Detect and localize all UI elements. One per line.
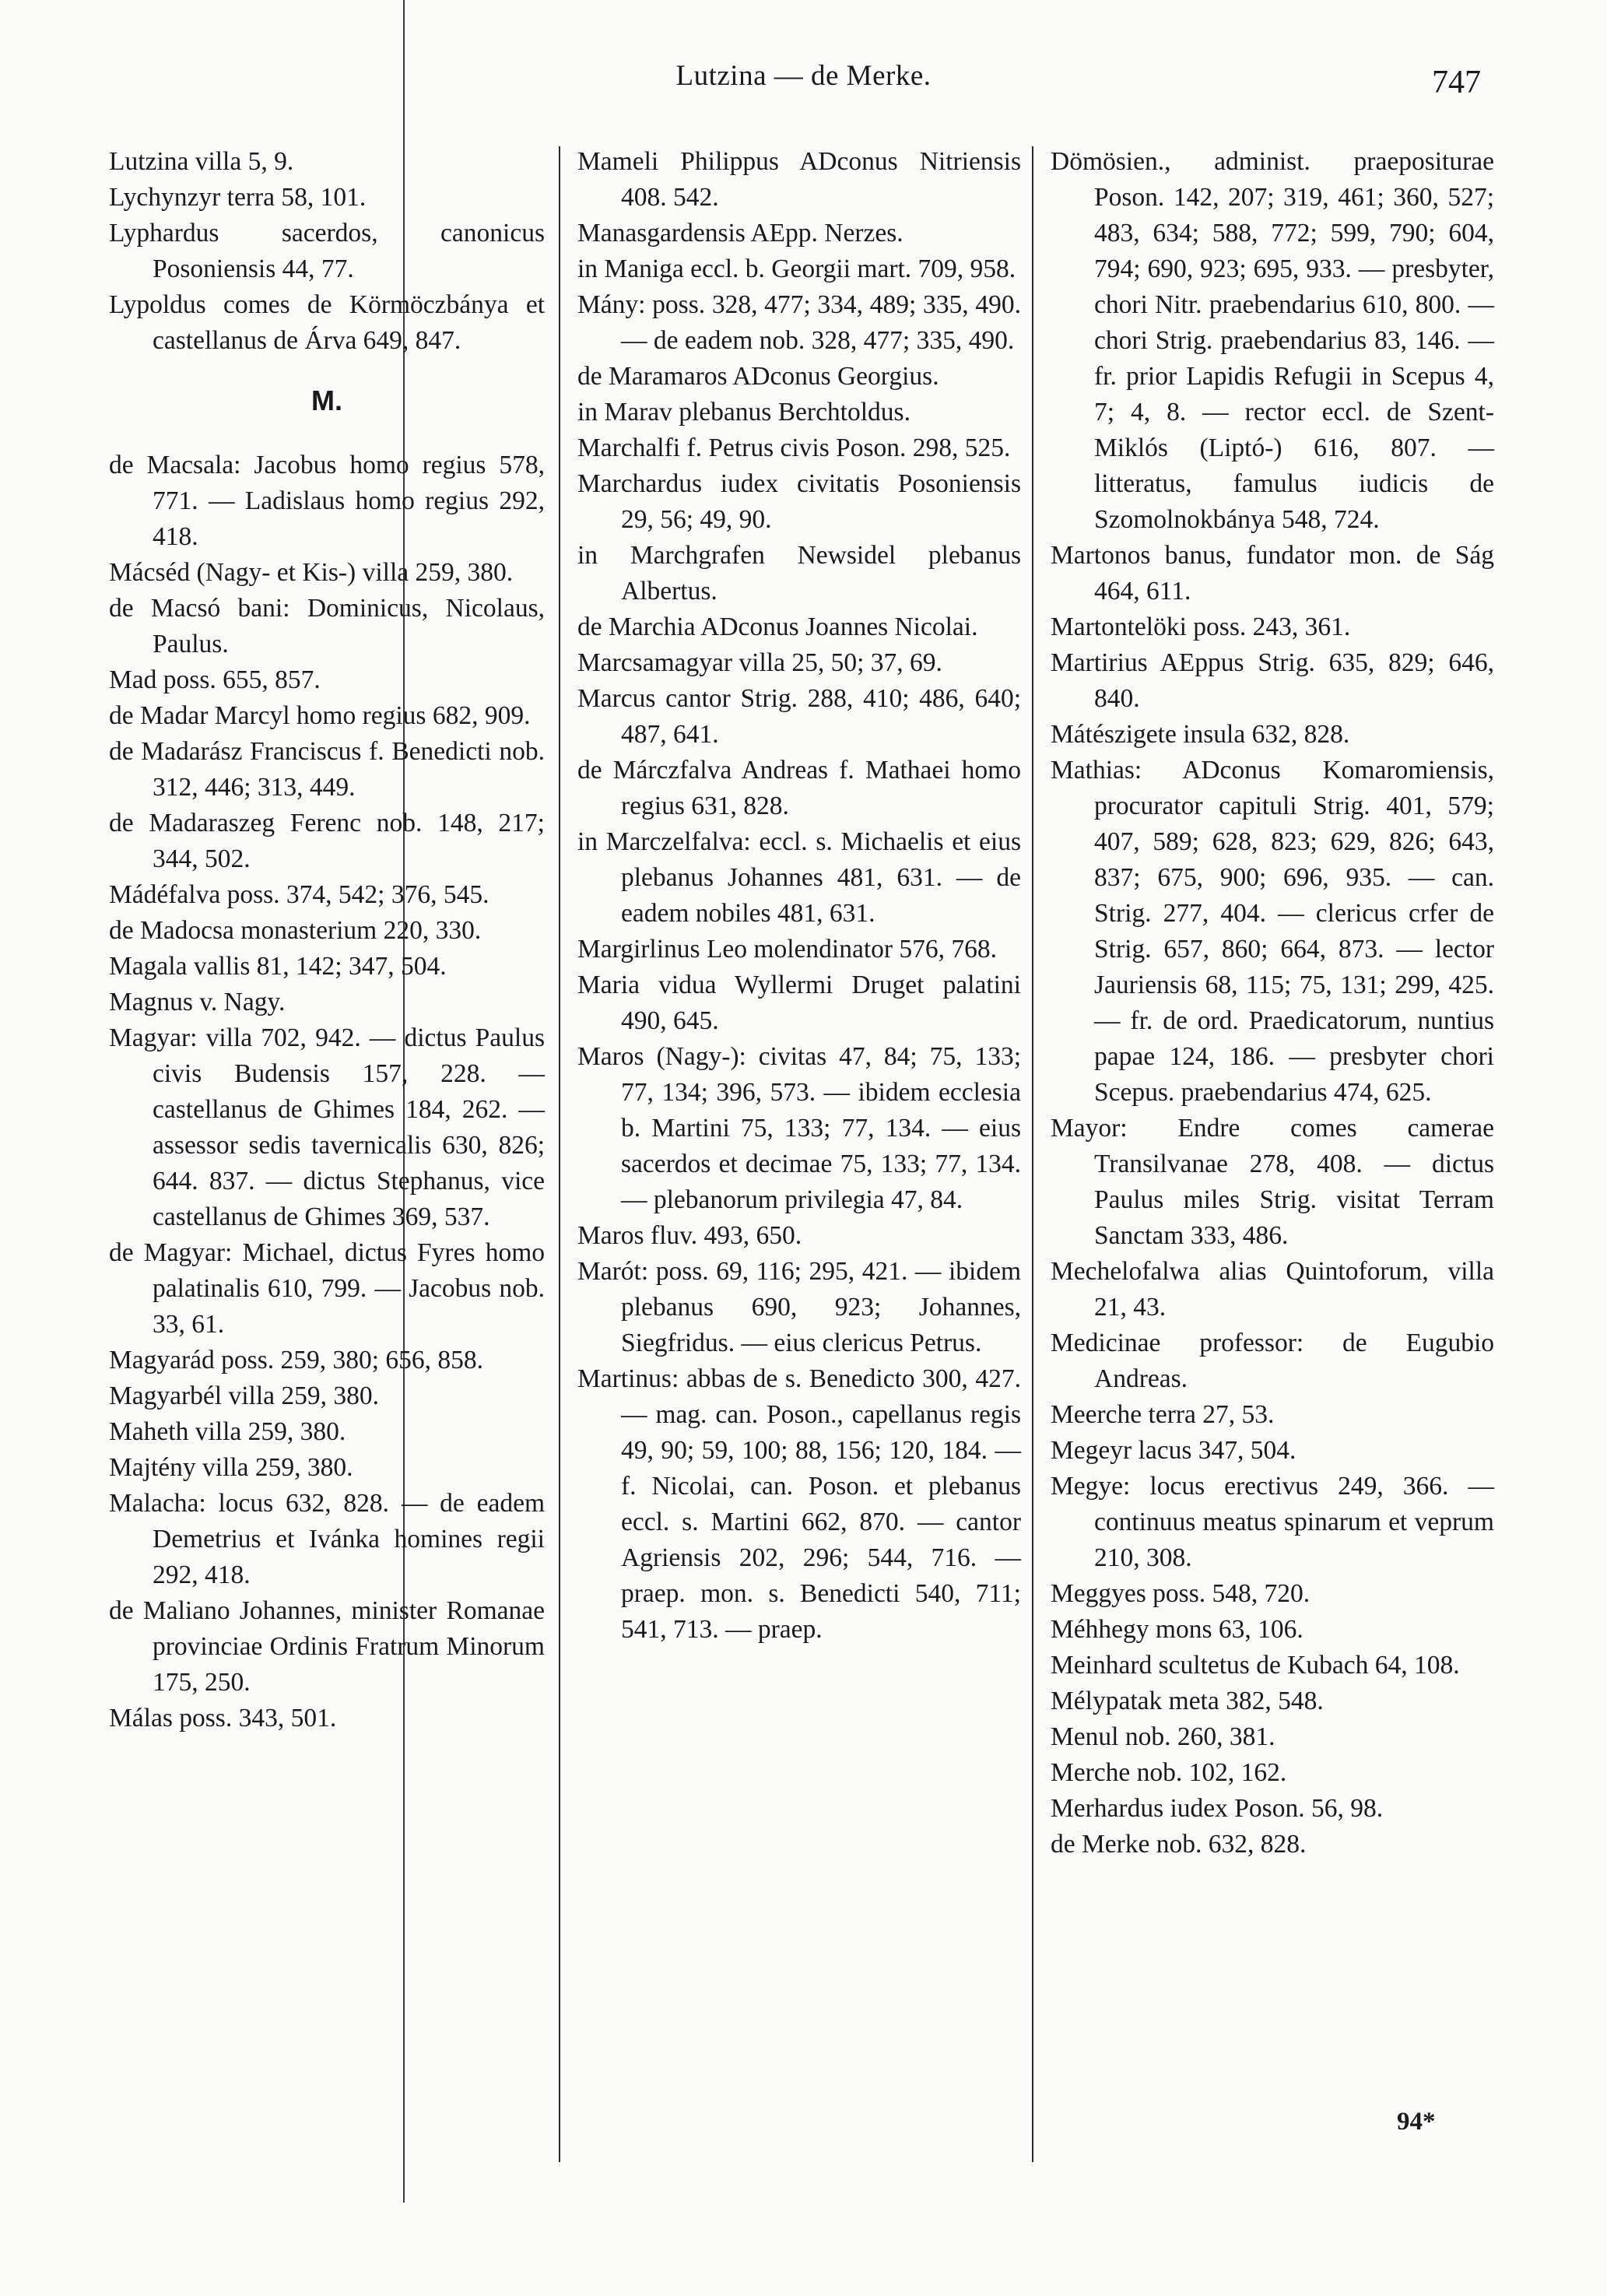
index-entry: Magyarbél villa 259, 380. bbox=[109, 1381, 380, 1410]
index-entry: Málas poss. 343, 501. bbox=[109, 1704, 337, 1733]
index-entry: Martonos banus, fundator mon. de Ság 464, 611. bbox=[1051, 541, 1494, 606]
index-entry: de Macsala: Jacobus homo regius 578, 771. — Ladislaus homo regius 292, 418. bbox=[109, 451, 545, 551]
index-entry: Maheth villa 259, 380. bbox=[109, 1417, 346, 1446]
index-entry: de Madar Marcyl homo regius 682, 909. bbox=[109, 701, 531, 730]
index-entry: de Madarász Franciscus f. Benedicti nob. 312, 446; 313, 449. bbox=[109, 737, 545, 802]
index-entry: Mayor: Endre comes camerae Transilvanae 278, 408. — dictus Paulus miles Strig. visitat Terram Sanctam 333, 486. bbox=[1051, 1114, 1494, 1250]
column-divider bbox=[559, 146, 560, 2162]
index-entry: Marót: poss. 69, 116; 295, 421. — ibidem plebanus 690, 923; Johannes, Siegfridus. — eius clericus Petrus. bbox=[577, 1257, 1021, 1357]
index-entry: Meggyes poss. 548, 720. bbox=[1051, 1579, 1311, 1608]
column-divider bbox=[1032, 146, 1033, 2162]
index-entry: Meinhard scultetus de Kubach 64, 108. bbox=[1051, 1651, 1460, 1680]
page-number: 747 bbox=[1432, 65, 1481, 100]
index-column-2 bbox=[577, 144, 1021, 1648]
index-entry: Marchardus iudex civitatis Posoniensis 29, 56; 49, 90. bbox=[577, 469, 1021, 534]
index-entry: Mameli Philippus ADconus Nitriensis 408. 542. bbox=[577, 147, 1021, 212]
index-entry: de Maliano Johannes, minister Romanae provinciae Ordinis Fratrum Minorum 175, 250. bbox=[109, 1596, 545, 1697]
index-entry: Dömösien., administ. praepositurae Poson. 142, 207; 319, 461; 360, 527; 483, 634; 588, 772; 599, 790; 604, 794; 690, 923; 695, 933. — presbyter, chori Nitr. praebendarius 610, 800. — chori Strig. praebendarius 83, 146. — fr. prior Lapidis Refugii in Scepus 4, 7; 4, 8. — rector eccl. de Szent-Miklós (Liptó-) 616, 807. — litteratus, famulus iudicis de Szomolnokbánya 548, 724. bbox=[1051, 147, 1494, 534]
index-entry: Megeyr lacus 347, 504. bbox=[1051, 1436, 1296, 1465]
index-entry: Mechelofalwa alias Quintoforum, villa 21, 43. bbox=[1051, 1257, 1494, 1322]
index-entry: Maros fluv. 493, 650. bbox=[577, 1221, 802, 1250]
index-entry: Marcsamagyar villa 25, 50; 37, 69. bbox=[577, 648, 942, 677]
index-entry: Mácséd (Nagy- et Kis-) villa 259, 380. bbox=[109, 558, 514, 587]
index-entry: Lyphardus sacerdos, canonicus Posoniensis 44, 77. bbox=[109, 219, 545, 283]
index-entry: Margirlinus Leo molendinator 576, 768. bbox=[577, 935, 998, 964]
index-entry: Mány: poss. 328, 477; 334, 489; 335, 490. — de eadem nob. 328, 477; 335, 490. bbox=[577, 290, 1021, 355]
index-entry: Martirius AEppus Strig. 635, 829; 646, 840. bbox=[1051, 648, 1494, 713]
index-entry: Merche nob. 102, 162. bbox=[1051, 1758, 1287, 1787]
index-entry: Lypoldus comes de Körmöczbánya et castellanus de Árva 649, 847. bbox=[109, 290, 545, 355]
index-entry: de Madaraszeg Ferenc nob. 148, 217; 344, 502. bbox=[109, 809, 545, 873]
index-entry: Majtény villa 259, 380. bbox=[109, 1453, 353, 1482]
index-entry: Mad poss. 655, 857. bbox=[109, 665, 321, 694]
index-entry: de Maramaros ADconus Georgius. bbox=[577, 362, 939, 391]
index-entry: Mathias: ADconus Komaromiensis, procurator capituli Strig. 401, 579; 407, 589; 628, 823; 629, 826; 643, 837; 675, 900; 696, 935. — can. Strig. 277, 404. — clericus crfer de Strig. 657, 860; 664, 873. — lector Jauriensis 68, 115; 75, 131; 299, 425. — fr. de ord. Praedicatorum, nuntius papae 124, 186. — presbyter chori Scepus. praebendarius 474, 625. bbox=[1051, 756, 1494, 1107]
index-entry: de Márczfalva Andreas f. Mathaei homo regius 631, 828. bbox=[577, 756, 1021, 820]
index-entry: Malacha: locus 632, 828. — de eadem Demetrius et Ivánka homines regii 292, 418. bbox=[109, 1489, 545, 1589]
index-entry: Méhhegy mons 63, 106. bbox=[1051, 1615, 1303, 1644]
index-entry: Martinus: abbas de s. Benedicto 300, 427. — mag. can. Poson., capellanus regis 49, 90; 59, 100; 88, 156; 120, 184. — f. Nicolai, can. Poson. et plebanus eccl. s. Martini 662, 870. — cantor Agriensis 202, 296; 544, 716. — praep. mon. s. Benedicti 540, 711; 541, 713. — praep. bbox=[577, 1364, 1021, 1644]
index-entry: Manasgardensis AEpp. Nerzes. bbox=[577, 219, 903, 248]
index-entry: Meerche terra 27, 53. bbox=[1051, 1400, 1275, 1429]
index-entry: de Madocsa monasterium 220, 330. bbox=[109, 916, 482, 945]
index-entry: in Maniga eccl. b. Georgii mart. 709, 958. bbox=[577, 255, 1016, 283]
signature-mark: 94* bbox=[1397, 2108, 1436, 2136]
index-entry: Marcus cantor Strig. 288, 410; 486, 640; 487, 641. bbox=[577, 684, 1021, 749]
index-entry: Maros (Nagy-): civitas 47, 84; 75, 133; 77, 134; 396, 573. — ibidem ecclesia b. Martini 75, 133; 77, 134. — eius sacerdos et decimae 75, 133; 77, 134. — plebanorum privilegia 47, 84. bbox=[577, 1042, 1021, 1214]
index-entry: de Macsó bani: Dominicus, Nicolaus, Paulus. bbox=[109, 594, 545, 658]
index-entry: de Marchia ADconus Joannes Nicolai. bbox=[577, 613, 978, 641]
index-entry: in Marchgrafen Newsidel plebanus Albertus. bbox=[577, 541, 1021, 606]
index-entry: Magnus v. Nagy. bbox=[109, 988, 286, 1016]
index-entry: Megye: locus erectivus 249, 366. — continuus meatus spinarum et veprum 210, 308. bbox=[1051, 1472, 1494, 1572]
index-entry: Magala vallis 81, 142; 347, 504. bbox=[109, 952, 447, 981]
index-column-3 bbox=[1051, 144, 1494, 1862]
index-entry: Mádéfalva poss. 374, 542; 376, 545. bbox=[109, 880, 489, 909]
index-entry: Lutzina villa 5, 9. bbox=[109, 147, 294, 176]
index-entry: Mátészigete insula 632, 828. bbox=[1051, 720, 1350, 749]
index-entry: Marchalfi f. Petrus civis Poson. 298, 525. bbox=[577, 434, 1011, 462]
index-entry: in Marczelfalva: eccl. s. Michaelis et eius plebanus Johannes 481, 631. — de eadem nobiles 481, 631. bbox=[577, 827, 1021, 928]
index-entry: Lychynzyr terra 58, 101. bbox=[109, 183, 367, 212]
index-entry: Menul nob. 260, 381. bbox=[1051, 1722, 1275, 1751]
index-entry: Mélypatak meta 382, 548. bbox=[1051, 1687, 1324, 1715]
running-header: Lutzina — de Merke. bbox=[675, 60, 932, 92]
index-entry: Magyarád poss. 259, 380; 656, 858. bbox=[109, 1346, 484, 1374]
index-entry: Medicinae professor: de Eugubio Andreas. bbox=[1051, 1329, 1494, 1393]
index-entry: Martontelöki poss. 243, 361. bbox=[1051, 613, 1351, 641]
index-entry: Magyar: villa 702, 942. — dictus Paulus civis Budensis 157, 228. — castellanus de Ghimes 184, 262. — assessor sedis tavernicalis 630, 826; 644. 837. — dictus Stephanus, vice castellanus de Ghimes 369, 537. bbox=[109, 1023, 545, 1231]
index-column-1 bbox=[109, 144, 545, 1736]
index-entry: de Magyar: Michael, dictus Fyres homo palatinalis 610, 799. — Jacobus nob. 33, 61. bbox=[109, 1238, 545, 1339]
index-entry: Merhardus iudex Poson. 56, 98. bbox=[1051, 1794, 1384, 1823]
index-entry: de Merke nob. 632, 828. bbox=[1051, 1830, 1307, 1859]
index-entry: in Marav plebanus Berchtoldus. bbox=[577, 398, 911, 427]
index-entry: Maria vidua Wyllermi Druget palatini 490, 645. bbox=[577, 971, 1021, 1035]
section-heading: M. bbox=[311, 384, 342, 416]
